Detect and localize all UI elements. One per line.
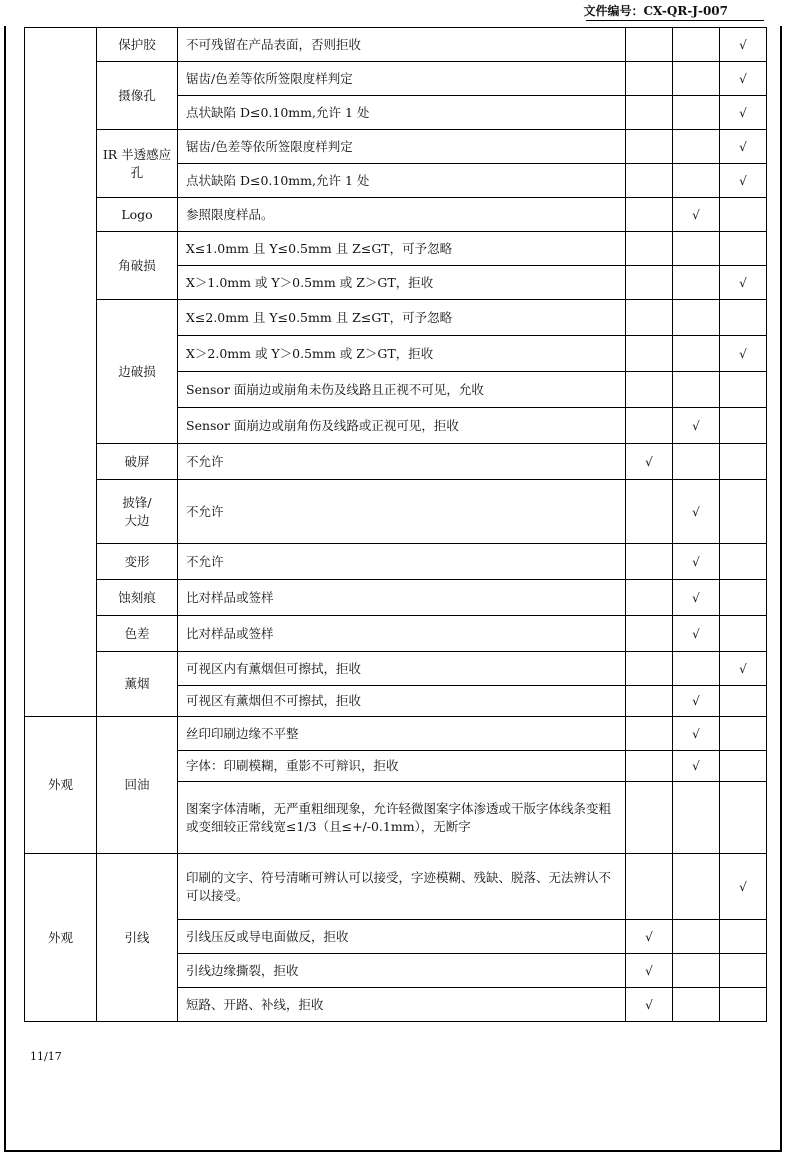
mark-cell-mi: √ xyxy=(720,62,767,96)
mark-cell-ma xyxy=(673,854,720,920)
mark-cell-cr xyxy=(626,782,673,854)
mark-cell-mi xyxy=(720,232,767,266)
table-row xyxy=(25,544,767,580)
page-number: 11/17 xyxy=(30,1050,62,1063)
mark-cell-cr xyxy=(626,652,673,686)
item-cell: 回油 xyxy=(97,717,178,854)
mark-cell-cr xyxy=(626,130,673,164)
header-rule xyxy=(586,20,764,21)
mark-cell-cr: √ xyxy=(626,954,673,988)
table-row xyxy=(25,652,767,686)
criteria-cell: 引线边缘撕裂，拒收 xyxy=(178,954,626,988)
mark-cell-mi xyxy=(720,300,767,336)
criteria-cell: 印刷的文字、符号清晰可辨认可以接受，字迹模糊、残缺、脱落、无法辨认不可以接受。 xyxy=(178,854,626,920)
mark-cell-cr xyxy=(626,28,673,62)
criteria-cell: 不允许 xyxy=(178,544,626,580)
mark-cell-cr xyxy=(626,336,673,372)
criteria-cell: 可视区有薰烟但不可擦拭，拒收 xyxy=(178,686,626,717)
mark-cell-ma xyxy=(673,920,720,954)
mark-cell-cr xyxy=(626,408,673,444)
mark-cell-cr xyxy=(626,232,673,266)
criteria-cell: Sensor 面崩边或崩角伤及线路或正视可见，拒收 xyxy=(178,408,626,444)
table-row xyxy=(25,28,767,62)
mark-cell-cr: √ xyxy=(626,444,673,480)
mark-cell-cr xyxy=(626,580,673,616)
mark-cell-cr xyxy=(626,480,673,544)
table-row xyxy=(25,444,767,480)
mark-cell-ma xyxy=(673,130,720,164)
mark-cell-mi: √ xyxy=(720,266,767,300)
table-row xyxy=(25,300,767,336)
mark-cell-mi xyxy=(720,372,767,408)
item-label: 披锋/大边 xyxy=(122,494,152,528)
item-cell: 摄像孔 xyxy=(97,62,178,130)
mark-cell-ma: √ xyxy=(673,544,720,580)
mark-cell-ma xyxy=(673,266,720,300)
mark-cell-cr xyxy=(626,198,673,232)
mark-cell-ma: √ xyxy=(673,408,720,444)
mark-cell-mi xyxy=(720,544,767,580)
criteria-cell: 比对样品或签样 xyxy=(178,580,626,616)
criteria-cell: 锯齿/色差等依所签限度样判定 xyxy=(178,62,626,96)
mark-cell-cr xyxy=(626,96,673,130)
mark-cell-mi xyxy=(720,480,767,544)
mark-cell-mi xyxy=(720,782,767,854)
mark-cell-cr xyxy=(626,62,673,96)
mark-cell-mi xyxy=(720,580,767,616)
inspection-table xyxy=(24,27,767,1022)
mark-cell-cr: √ xyxy=(626,920,673,954)
item-cell: 变形 xyxy=(97,544,178,580)
mark-cell-ma: √ xyxy=(673,580,720,616)
mark-cell-ma xyxy=(673,300,720,336)
mark-cell-cr xyxy=(626,854,673,920)
item-cell: 保护胶 xyxy=(97,28,178,62)
mark-cell-mi: √ xyxy=(720,28,767,62)
criteria-cell: 字体：印刷模糊，重影不可辩识，拒收 xyxy=(178,751,626,782)
category-cell: 外观 xyxy=(25,717,97,854)
criteria-cell: 点状缺陷 D≤0.10mm,允许 1 处 xyxy=(178,96,626,130)
mark-cell-mi xyxy=(720,954,767,988)
mark-cell-mi xyxy=(720,616,767,652)
mark-cell-ma xyxy=(673,96,720,130)
category-cell-blank xyxy=(25,28,97,717)
table-row xyxy=(25,62,767,96)
category-cell: 外观 xyxy=(25,854,97,1022)
mark-cell-ma: √ xyxy=(673,751,720,782)
criteria-cell: 引线压反或导电面做反，拒收 xyxy=(178,920,626,954)
mark-cell-mi xyxy=(720,988,767,1022)
mark-cell-ma xyxy=(673,232,720,266)
mark-cell-mi xyxy=(720,198,767,232)
criteria-cell: 点状缺陷 D≤0.10mm,允许 1 处 xyxy=(178,164,626,198)
mark-cell-ma xyxy=(673,988,720,1022)
mark-cell-ma: √ xyxy=(673,717,720,751)
mark-cell-cr xyxy=(626,300,673,336)
mark-cell-cr xyxy=(626,686,673,717)
mark-cell-ma xyxy=(673,62,720,96)
criteria-cell: 可视区内有薰烟但可擦拭，拒收 xyxy=(178,652,626,686)
item-cell: 薰烟 xyxy=(97,652,178,717)
mark-cell-mi: √ xyxy=(720,164,767,198)
criteria-cell: 参照限度样品。 xyxy=(178,198,626,232)
mark-cell-cr: √ xyxy=(626,988,673,1022)
mark-cell-mi xyxy=(720,408,767,444)
criteria-cell: 不允许 xyxy=(178,444,626,480)
table-row xyxy=(25,616,767,652)
table-row xyxy=(25,198,767,232)
item-cell: 角破损 xyxy=(97,232,178,300)
table-row xyxy=(25,130,767,164)
mark-cell-cr xyxy=(626,372,673,408)
table-row xyxy=(25,580,767,616)
criteria-cell: Sensor 面崩边或崩角未伤及线路且正视不可见，允收 xyxy=(178,372,626,408)
criteria-cell: 不允许 xyxy=(178,480,626,544)
criteria-cell: 短路、开路、补线，拒收 xyxy=(178,988,626,1022)
mark-cell-ma: √ xyxy=(673,686,720,717)
criteria-cell: 锯齿/色差等依所签限度样判定 xyxy=(178,130,626,164)
mark-cell-ma xyxy=(673,652,720,686)
criteria-cell: 比对样品或签样 xyxy=(178,616,626,652)
mark-cell-ma: √ xyxy=(673,198,720,232)
document-number: 文件编号：CX-QR-J-007 xyxy=(583,4,728,18)
mark-cell-cr xyxy=(626,751,673,782)
mark-cell-mi xyxy=(720,686,767,717)
item-cell: Logo xyxy=(97,198,178,232)
criteria-cell: 不可残留在产品表面，否则拒收 xyxy=(178,28,626,62)
mark-cell-ma: √ xyxy=(673,616,720,652)
item-cell xyxy=(97,480,178,544)
mark-cell-ma xyxy=(673,28,720,62)
mark-cell-cr xyxy=(626,717,673,751)
mark-cell-ma xyxy=(673,782,720,854)
mark-cell-mi: √ xyxy=(720,652,767,686)
mark-cell-ma xyxy=(673,444,720,480)
mark-cell-cr xyxy=(626,164,673,198)
mark-cell-cr xyxy=(626,616,673,652)
item-cell: 蚀刻痕 xyxy=(97,580,178,616)
criteria-cell: X≤1.0mm 且 Y≤0.5mm 且 Z≤GT，可予忽略 xyxy=(178,232,626,266)
criteria-cell: X≤2.0mm 且 Y≤0.5mm 且 Z≤GT，可予忽略 xyxy=(178,300,626,336)
table-row xyxy=(25,480,767,544)
mark-cell-cr xyxy=(626,544,673,580)
mark-cell-ma: √ xyxy=(673,480,720,544)
criteria-cell: X＞1.0mm 或 Y＞0.5mm 或 Z＞GT，拒收 xyxy=(178,266,626,300)
mark-cell-ma xyxy=(673,164,720,198)
mark-cell-ma xyxy=(673,954,720,988)
mark-cell-ma xyxy=(673,372,720,408)
mark-cell-mi: √ xyxy=(720,96,767,130)
criteria-cell: 丝印印刷边缘不平整 xyxy=(178,717,626,751)
mark-cell-mi xyxy=(720,717,767,751)
mark-cell-mi xyxy=(720,444,767,480)
criteria-cell: 图案字体清晰，无严重粗细现象，允许轻微图案字体渗透或干版字体线条变粗或变细较正常线宽≤1/3（且≤+/-0.1mm），无断字 xyxy=(178,782,626,854)
mark-cell-mi: √ xyxy=(720,130,767,164)
mark-cell-ma xyxy=(673,336,720,372)
mark-cell-mi xyxy=(720,751,767,782)
table-row xyxy=(25,232,767,266)
item-cell: 边破损 xyxy=(97,300,178,444)
mark-cell-mi xyxy=(720,920,767,954)
item-cell: 色差 xyxy=(97,616,178,652)
criteria-cell: X＞2.0mm 或 Y＞0.5mm 或 Z＞GT，拒收 xyxy=(178,336,626,372)
table-row xyxy=(25,854,767,920)
item-cell: 引线 xyxy=(97,854,178,1022)
mark-cell-mi: √ xyxy=(720,336,767,372)
item-cell: IR 半透感应孔 xyxy=(97,130,178,198)
mark-cell-mi: √ xyxy=(720,854,767,920)
item-cell: 破屏 xyxy=(97,444,178,480)
mark-cell-cr xyxy=(626,266,673,300)
table-row xyxy=(25,717,767,751)
